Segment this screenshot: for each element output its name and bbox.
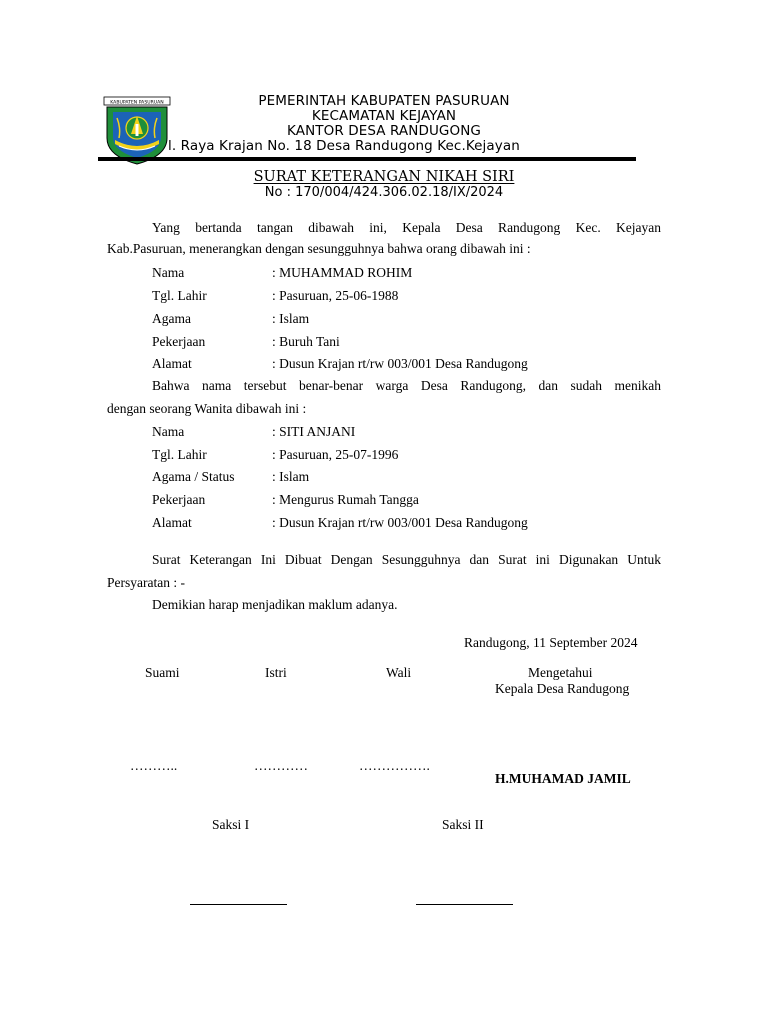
field-value: : Dusun Krajan rt/rw 003/001 Desa Randugong bbox=[272, 515, 528, 530]
field-label: Alamat bbox=[152, 515, 192, 530]
intro-line-2: Kab.Pasuruan, menerangkan dengan sesungguhnya bahwa orang dibawah ini : bbox=[107, 241, 531, 256]
acknowledged-label: Mengetahui bbox=[528, 665, 593, 680]
statement-line-1: Surat Keterangan Ini Dibuat Dengan Sesungguhnya dan Surat ini Digunakan Untuk bbox=[152, 552, 661, 567]
field-value: : Islam bbox=[272, 469, 310, 484]
field-label: Agama bbox=[152, 311, 191, 326]
document-title-wrap bbox=[0, 169, 768, 185]
field-value: : Dusun Krajan rt/rw 003/001 Desa Randugong bbox=[272, 356, 528, 371]
letterhead-office: KANTOR DESA RANDUGONG bbox=[287, 123, 481, 139]
field-label: Nama bbox=[152, 424, 185, 439]
husband-signature-label: Suami bbox=[145, 665, 180, 680]
letterhead-address: l. Raya Krajan No. 18 Desa Randugong Kec.Kejayan bbox=[168, 138, 520, 154]
field-label: Agama / Status bbox=[152, 469, 235, 484]
letterhead-government: PEMERINTAH KABUPATEN PASURUAN bbox=[258, 93, 510, 109]
guardian-signature-label: Wali bbox=[386, 665, 412, 680]
document-title: SURAT KETERANGAN NIKAH SIRI bbox=[253, 169, 515, 185]
letterhead-divider bbox=[98, 157, 636, 161]
field-label: Pekerjaan bbox=[152, 334, 206, 349]
field-label: Alamat bbox=[152, 356, 192, 371]
logo-banner-text: KABUPATEN PASURUAN bbox=[110, 100, 164, 106]
place-date: Randugong, 11 September 2024 bbox=[464, 635, 638, 650]
field-label: Tgl. Lahir bbox=[152, 447, 207, 462]
middle-line-1: Bahwa nama tersebut benar-benar warga Desa Randugong, dan sudah menikah bbox=[152, 378, 661, 393]
wife-signature-dots: ………… bbox=[254, 758, 308, 773]
witness-1-signature-line bbox=[190, 904, 287, 905]
witness-2-label: Saksi II bbox=[442, 817, 484, 832]
document-number: No : 170/004/424.306.02.18/IX/2024 bbox=[264, 185, 504, 200]
field-value: : Buruh Tani bbox=[272, 334, 340, 349]
village-head-title: Kepala Desa Randugong bbox=[495, 681, 630, 696]
husband-signature-dots: ……….. bbox=[130, 758, 178, 773]
statement-line-2: Persyaratan : - bbox=[107, 575, 185, 590]
middle-line-2: dengan seorang Wanita dibawah ini : bbox=[107, 401, 307, 416]
field-value: : Pasuruan, 25-07-1996 bbox=[272, 447, 399, 462]
village-head-name: H.MUHAMAD JAMIL bbox=[495, 771, 631, 786]
letterhead-district: KECAMATAN KEJAYAN bbox=[311, 108, 457, 124]
field-value: : Islam bbox=[272, 311, 310, 326]
closing-line: Demikian harap menjadikan maklum adanya. bbox=[152, 597, 398, 612]
intro-line-1: Yang bertanda tangan dibawah ini, Kepala Desa Randugong Kec. Kejayan bbox=[152, 220, 661, 235]
field-value: : Mengurus Rumah Tangga bbox=[272, 492, 419, 507]
wife-signature-label: Istri bbox=[265, 665, 287, 680]
guardian-signature-dots: ……………. bbox=[359, 758, 430, 773]
field-value: : Pasuruan, 25-06-1988 bbox=[272, 288, 399, 303]
field-label: Nama bbox=[152, 265, 185, 280]
field-value: : MUHAMMAD ROHIM bbox=[272, 265, 413, 280]
field-label: Tgl. Lahir bbox=[152, 288, 207, 303]
witness-1-label: Saksi I bbox=[212, 817, 250, 832]
field-value: : SITI ANJANI bbox=[272, 424, 356, 439]
field-label: Pekerjaan bbox=[152, 492, 206, 507]
witness-2-signature-line bbox=[416, 904, 513, 905]
